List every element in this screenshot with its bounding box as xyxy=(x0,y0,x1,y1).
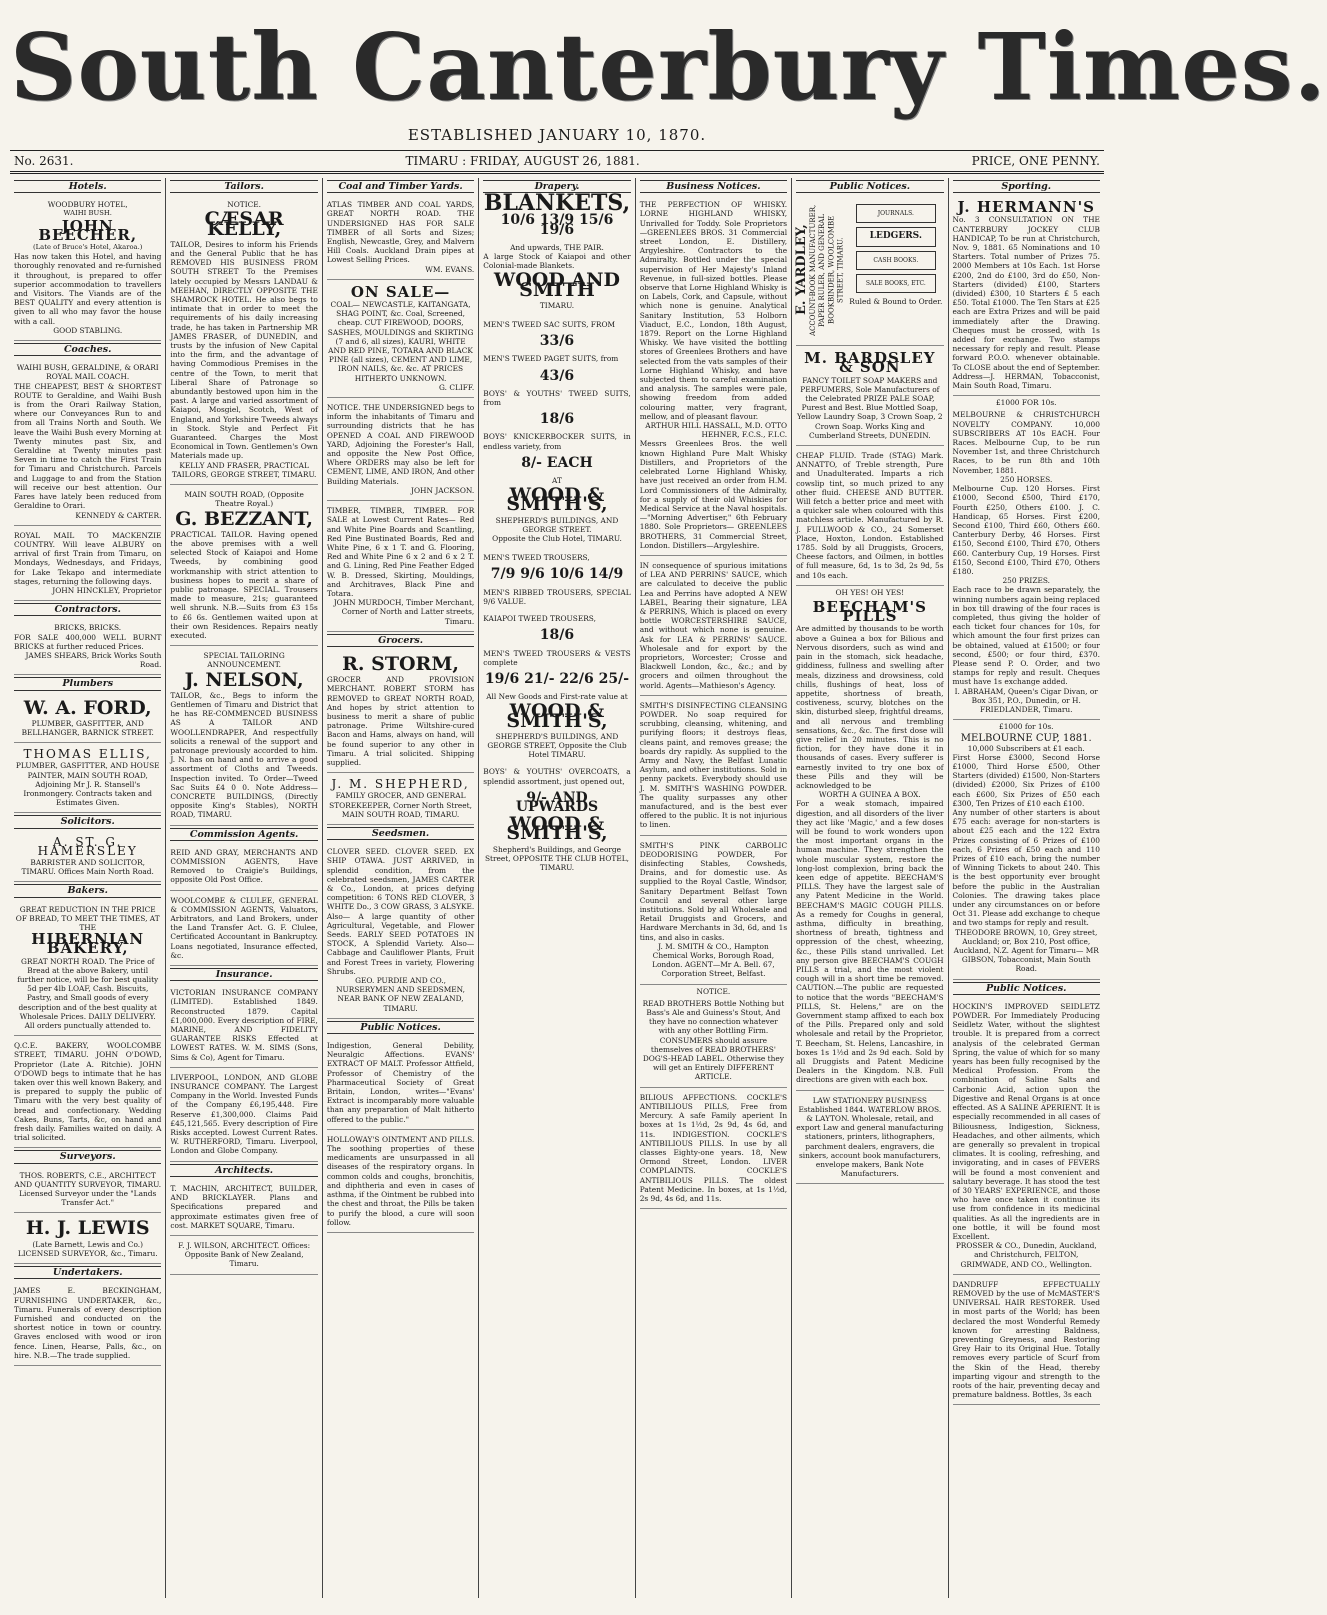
ad-body: No. 3 CONSULTATION ON THE CANTERBURY JOCKEY CLUB HANDICAP, To be run at Christchurch, Nov. 9, 1881. 65 Nominations and 10 Starters. Total number of Prizes 75. 2000 Members at 10s Each. 1st Horse £200, 2nd do £100, 3rd do £50, Non-Starters (divided) £100, Starters (divided) £300, 10 Starters £ 5 each £50. Total £1000. The Ten Stars at £25 each are Extra Prizes and will be paid immediately after the Drawing. Cheques must be crossed, with 1s added for exchange. Two stamps necessary for reply and result. Please forward P.O.O. whenever obtainable. To CLOSE about the end of September. Address—J. HERMAN, Tobacconist, Main South Road, Timaru. xyxy=(952,215,1100,391)
wood-smith-name-2: WOOD & SMITH'S, xyxy=(506,484,608,516)
ad-body: BILIOUS AFFECTIONS. COCKLE'S ANTIBILIOUS PILLS, Free from Mercury. A safe Family aperient In boxes at 1s 1½d, 2s 9d, 4s 6d, and 11s. INDIGESTION. COCKLE'S ANTIBILIOUS PILLS. In use by all classes Eighty-one years. 18, New Ormond Street, London. LIVER COMPLAINTS. COCKLE'S ANTIBILIOUS PILLS. The oldest Patent Medicine. In boxes, at 1s 1½d, 2s 9d, 4s 6d, and 11s. xyxy=(639,1092,788,1203)
ad-liverpool-insurance xyxy=(170,1070,317,1162)
at-text: AT xyxy=(552,476,562,486)
ad-guinea: WORTH A GUINEA A BOX. xyxy=(818,790,921,800)
ad-notice: NOTICE. xyxy=(227,200,262,210)
ad-body: WOOLCOMBE & CLULEE, GENERAL & COMMISSION AGENTS, Valuators, Arbitrators, and Land Brokers, under the Land Transfer Act. G. F. Clulee, Certificated Accountant in Bankruptcy. Loans negotiated, Insurance effected, &c. xyxy=(170,895,318,960)
ad-wilson xyxy=(170,1238,317,1275)
ad-name: A. ST. G. HAMERSLEY xyxy=(37,834,138,858)
shepherd-buildings-2: SHEPHERD'S BUILDINGS, AND GEORGE STREET, Opposite the Club Hotel TIMARU. xyxy=(487,731,627,760)
ad-signature: THEODORE BROWN, 10, Grey street, Auckland; or, Box 210, Post office, Auckland, N.Z. Agent for Timaru— MR GIBSON, Tobacconist, Main South Road. xyxy=(953,927,1099,974)
prize-heading-1: £1000 FOR 10s. xyxy=(995,398,1057,408)
section-commission-agents: Commission Agents. xyxy=(170,828,317,841)
ad-name: J. HERMANN'S xyxy=(957,198,1096,217)
ad-signature: G. CLIFF. xyxy=(438,382,475,392)
ad-machin xyxy=(170,1181,317,1236)
ad-body: READ BROTHERS Bottle Nothing but Bass's Ale and Guiness's Stout, And they have no connection whatever with any other Bottling Firm. CONSUMERS should assure themselves of READ BROTHERS' DOG'S-HEAD LABEL. Otherwise they will get an Entirely DIFFERENT ARTICLE. xyxy=(642,998,785,1082)
section-coal-timber: Coal and Timber Yards. xyxy=(327,180,474,193)
section-undertakers: Undertakers. xyxy=(14,1266,161,1279)
ad-name: BEECHAM'S PILLS xyxy=(812,598,927,626)
issue-number: No. 2631. xyxy=(14,154,74,168)
ad-place: WAIHI BUSH. xyxy=(63,209,112,218)
ad-body: NOTICE. THE UNDERSIGNED begs to inform the inhabitants of Timaru and surrounding districts that he has OPENED A COAL AND FIREWOOD YARD, Adjoining the Forester's Hall, and opposite the New Post Office, Where ORDERS may also be left for CEMENT, LIME, AND IRON, And other Building Materials. xyxy=(326,403,475,486)
sac-suits-price: 33/6 xyxy=(539,333,575,350)
ad-body: GREAT REDUCTION IN THE PRICE OF BREAD, TO MEET THE TIMES, AT THE xyxy=(15,904,160,932)
ad-title: MELBOURNE CUP, 1881. xyxy=(960,733,1092,745)
ad-kelly xyxy=(170,197,317,485)
ad-body: LAW STATIONERY BUSINESS Established 1844. WATERLOW BROS. & LAYTON. Wholesale, retail, and export Law and general manufacturing stationers, printers, lithographers, parchment dealers, engravers, die sinkers, account book manufacturers, envelope makers, Bank Note Manufacturers. xyxy=(796,1095,944,1179)
ad-shepherd xyxy=(327,775,474,825)
section-sporting: Sporting. xyxy=(953,180,1100,193)
wood-smith-town: TIMARU. xyxy=(539,300,575,310)
ad-prizes: 250 PRIZES. xyxy=(1002,576,1051,586)
yardley-layout xyxy=(796,200,943,340)
ad-name: THOMAS ELLIS, xyxy=(23,747,152,762)
ad-signature: PROSSER & CO., Dunedin, Auckland, and Christchurch, FELTON, GRIMWADE, AND CO., Wellington. xyxy=(955,1241,1097,1269)
ad-body: Indigestion, General Debility, Neuralgic Affections. EVANS' EXTRACT OF MALT. Professor Attfield, Professor of Chemistry of the Pharmaceutical Society of Great Britain, London, writes—"Evans' Extract is incomparably more valuable than any preparation of Malt hitherto offered to the public." xyxy=(326,1041,475,1124)
ad-body: LIVERPOOL, LONDON, AND GLOBE INSURANCE COMPANY. The Largest Company in the World. Invested Funds of the Company £6,195,448. Fire Reserve £1,300,000. Claims Paid £45,121,565. Every description of Fire Risks accepted. Lowest Current Rates. W. RUTHERFORD, Timaru. Liverpool, London and Globe Company. xyxy=(170,1072,318,1156)
ad-title: ON SALE— xyxy=(350,282,451,301)
ad-body-2: GREAT NORTH ROAD. The Price of Bread at the above Bakery, until further notice, will be for best quality 5d per 4lb LOAF, Cash. Biscuits, Pastry, and Small goods of every description and of the best quality at Wholesale Prices. DAILY DELIVERY. All orders punctually attended to. xyxy=(17,956,159,1031)
section-drapery: Drapery. xyxy=(483,180,630,193)
columns xyxy=(10,178,1104,1598)
ad-cockles-pills xyxy=(640,1090,787,1209)
ad-signature: JOHN MURDOCH, Timber Merchant, Corner of North and Latter streets, Timaru. xyxy=(333,598,475,626)
ad-sub: 10,000 Subscribers at £1 each. xyxy=(967,743,1085,753)
ad-owner: JOHN BEECHER, xyxy=(38,216,138,244)
sac-suits-text: MEN'S TWEED SAC SUITS, FROM xyxy=(483,320,616,330)
ad-melbourne-novelty xyxy=(953,407,1100,720)
ad-body: Are admitted by thousands to be worth above a Guinea a box for Bilious and Nervous disorders, such as wind and pain in the stomach, sick headache, giddiness, fullness and swelling after meals, dizziness and drowsiness, cold chills, flushings of heat, loss of appetite, shortness of breath, costiveness, scurvy, blotches on the skin, disturbed sleep, frightful dreams, and all nervous and trembling sensations, &c., &c. The first dose will give relief in 20 minutes. This is no fiction, for they have done it in thousands of cases. Every sufferer is earnestly invited to try one box of these Pills and they will be acknowledged to be xyxy=(796,624,944,790)
ad-lea-perrins xyxy=(640,558,787,696)
ad-evans-malt xyxy=(327,1038,474,1130)
ad-body: PLUMBER, GASFITTER, AND HOUSE PAINTER, MAIN SOUTH ROAD, Adjoining Mr J. R. Stansell's Ironmongery. Contracts taken and Estimates Given. xyxy=(15,761,160,808)
wood-smith-name-4: WOOD & SMITH'S, xyxy=(506,813,608,845)
ad-body: FAMILY GROCER, AND GENERAL STOREKEEPER, Corner North Street, MAIN SOUTH ROAD, TIMARU. xyxy=(329,791,472,819)
ad-signature: KELLY AND FRASER, PRACTICAL TAILORS, GEORGE STREET, TIMARU. xyxy=(171,460,317,479)
ad-holloway xyxy=(327,1132,474,1233)
ad-name: J. M. SHEPHERD, xyxy=(331,777,470,792)
paget-suits-price: 43/6 xyxy=(539,367,575,384)
ad-read-brothers xyxy=(640,996,787,1088)
ad-body: PLUMBER, GASFITTER, AND BELLHANGER, BARNICK STREET. xyxy=(21,718,154,737)
ad-body: T. MACHIN, ARCHITECT, BUILDER, AND BRICKLAYER. Plans and Specifications prepared and approximate estimates given free of cost. MARKET SQUARE, Timaru. xyxy=(170,1183,318,1230)
blankets-heading: BLANKETS, xyxy=(483,190,631,217)
ad-body: (Late Barnett, Lewis and Co.) LICENSED SURVEYOR, &c., Timaru. xyxy=(17,1239,158,1258)
ad-body: Has now taken this Hotel, and having thoroughly renovated and re-furnished it throughout, is prepared to offer superior accommodation to travellers and Visitors. The Viands are of the BEST QUALITY and every attention is given to all who may favor the house with a call. xyxy=(14,252,162,326)
kaiapoi-trousers-price: 18/6 xyxy=(539,627,575,644)
ad-woolcombe-clulee xyxy=(170,893,317,966)
ad-name: W. A. FORD, xyxy=(23,696,152,719)
ad-body: VICTORIAN INSURANCE COMPANY (LIMITED). Established 1849. Reconstructed 1879. Capital £1,000,000. Every description of FIRE, MARINE, AND FIDELITY GUARANTEE RISKS Effected at LOWEST RATES. W. M. SIMS (Sons, Sims & Co), Agent for Timaru. xyxy=(170,988,318,1062)
ad-hermann xyxy=(953,197,1100,396)
ad-purdie-seeds xyxy=(327,844,474,1019)
column-6 xyxy=(792,178,948,1598)
ad-footer: GOOD STABLING. xyxy=(53,325,123,335)
ad-signature: J. M. SMITH & CO., Hampton Chemical Works, Borough Road, London. AGENT—Mr A. Bell. 67, Corporation Street, Belfast. xyxy=(652,941,775,979)
ad-beechams xyxy=(796,597,943,1091)
ad-body: FOR SALE 400,000 WELL BURNT BRICKS at further reduced Prices. xyxy=(14,632,162,651)
ad-signature: WM. EVANS. xyxy=(425,264,475,274)
box-cash-books: CASH BOOKS. xyxy=(856,251,936,270)
ad-hockin-powder xyxy=(953,999,1100,1275)
ad-yardley xyxy=(796,197,943,346)
ad-smith-powder xyxy=(640,698,787,836)
notice-heading: NOTICE. xyxy=(696,986,731,996)
blanket-body: A large Stock of Kaiapoi and other Colonial-made Blankets. xyxy=(483,252,631,271)
section-business-notices: Business Notices. xyxy=(640,180,787,193)
section-solicitors: Solicitors. xyxy=(14,815,161,828)
section-plumbers: Plumbers xyxy=(14,677,161,690)
ad-pink-carbolic xyxy=(640,838,787,985)
ad-body: Q.C.E. BAKERY, WOOLCOMBE STREET, TIMARU. JOHN O'DOWD, Proprietor (Late A. Ritchie). JOHN O'DOWD begs to intimate that he has taken over this well known Bakery, and is prepared to supply the public of Timaru with the very best quality of bread and confectionary. Wedding Cakes, Buns, Tarts, &c, on hand and fresh daily. Families waited on daily. A trial solicited. xyxy=(14,1041,162,1143)
established-line: ESTABLISHED JANUARY 10, 1870. xyxy=(407,126,707,144)
ad-body: THOS. ROBERTS, C.E., ARCHITECT AND QUANTITY SURVEYOR, TIMARU. Licensed Surveyor under the "Lands Transfer Act." xyxy=(14,1170,162,1208)
column-3 xyxy=(323,178,479,1598)
issue-date: TIMARU : FRIDAY, AUGUST 26, 1881. xyxy=(405,154,640,168)
column-5 xyxy=(636,178,792,1598)
ad-table: First Horse £3000, Second Horse £1000, Third Horse £500, Other Starters (divided) £1500, Non-Starters (divided) £2000, Six Prizes of £100 each £600, Six Prizes of £50 each £300, Ten Prizes of £10 each £100. xyxy=(952,752,1100,808)
ad-body: CHEAP FLUID. Trade (STAG) Mark. ANNATTO, of Treble strength, Pure and Unadulterated. Imparts a rich cowslip tint, so much prized to any other fluid. CHEESE AND BUTTER. Will fetch a better price and meet with a quicker sale when coloured with this matchless article. Manufactured by R. J. FULLWOOD & CO., 24 Somerset Place, Hoxton, London. Established 1785. Sold by all Druggists, Grocers, Cheese factors, and Oilmen, in bottles of full measure, 6d, 1s to 3d, 2s 9d, 5s and 10s each. xyxy=(796,451,944,580)
box-sale-books: SALE BOOKS, ETC. xyxy=(856,274,936,293)
column-2 xyxy=(166,178,322,1598)
section-hotels: Hotels. xyxy=(14,180,161,193)
ad-body: TAILOR, Desires to inform his Friends and the General Public that he has REMOVED HIS BUSINESS FROM SOUTH STREET To the Premises lately occupied by Messrs LANDAU & MEEHAN, DIRECTLY OPPOSITE THE SHAMROCK HOTEL. He also begs to intimate that in order to meet the requirements of his daily increasing trade, he has taken in Partnership MR JAMES FRASER, of DUNEDIN, and trusts by the infusion of New Capital into the firm, and the advantage of having Commodious Premises in the centre of the Town, to merit that Liberal Share of Patronage so abundantly bestowed upon him in the past. A large and varied assortment of Kaiapoi, Mosgiel, Scotch, West of England, and Yorkshire Tweeds always in Stock. Style and Perfect Fit Guaranteed. Charges the Most Economical in Town. Gentlemen's Own Materials made up. xyxy=(170,239,318,461)
all-new-goods: All New Goods and First-rate value at xyxy=(486,692,628,702)
ad-body: Any number of other starters is about £75 each: average for non-starters is about £25 each and the 122 Extra Prizes consisting of 6 Prizes of £100 each, 6 Prizes of £50 each and 110 Prizes of £10 each, bring the number of Winning Tickets to about 240. This is the best opportunity ever brought before the public in the Australian Colonies. The drawing takes place under any circumstances on or before Oct 31. Please add exchange to cheque and two stamps for reply and result. xyxy=(952,808,1100,928)
ad-murdoch-timber xyxy=(327,503,474,632)
ad-body-2: For a weak stomach, impaired digestion, and all disorders of the liver they act like 'Magic,' and a few doses will be found to work wonders upon the most important organs in the human machine. They strengthen the whole muscular system, restore the long-lost complexion, bring back the keen edge of appetite. BEECHAM'S PILLS. They have the largest sale of any Patent Medicine in the World. BEECHAM'S MAGIC COUGH PILLS. As a remedy for Coughs in general, asthma, difficulty in breathing, shortness of breath, tightness and oppression of the chest, wheezing, &c., these Pills stand unrivalled. Let any person give BEECHAM'S COUGH PILLS a trial, and the most violent cough will in a short time be removed. CAUTION.—The public are requested to notice that the words "BEECHAM'S PILLS, St. Helens," are on the Government stamp affixed to each box of the Pills. Prepared only and sold wholesale and retail by the Proprietor, T. Beecham, St. Helens, Lancashire, in boxes 1s 1½d and 2s 9d each. Sold by all Druggists and Patent Medicine Dealers in the Kingdom. N.B. Full directions are given with each box. xyxy=(796,799,944,1085)
issue-price: PRICE, ONE PENNY. xyxy=(971,154,1100,168)
oh-yes-heading: OH YES! OH YES! xyxy=(835,587,905,597)
ad-signature: GEO. PURDIE AND CO., NURSERYMEN AND SEEDSMEN, NEAR BANK OF NEW ZEALAND, TIMARU. xyxy=(336,976,466,1013)
dateline-bar xyxy=(10,150,1104,174)
ad-head: MAIN SOUTH ROAD, (Opposite Theatre Royal.) xyxy=(184,490,304,509)
trousers-price: 7/9 9/6 10/6 14/9 xyxy=(490,566,624,583)
ad-mail-coach xyxy=(14,360,161,525)
column-7 xyxy=(949,178,1104,1598)
ad-victorian-insurance xyxy=(170,985,317,1068)
ad-roberts xyxy=(14,1168,161,1214)
ad-qce-bakery xyxy=(14,1038,161,1148)
column-1 xyxy=(10,178,166,1598)
ad-ellis xyxy=(14,745,161,813)
yardley-boxes xyxy=(849,200,942,340)
ad-body: HOCKIN'S IMPROVED SEIDLETZ POWDER. For Immediately Producing Seidletz Water, without the slightest trouble. It is prepared from a correct analysis of the celebrated German Spring, the value of which for so many years has been fully recognised by the Medical Profession. From the combination of Saline Salts and Carbonic Acid, action upon the Digestive and Renal Organs is at once effected. AS A SALINE APERIENT. It is especially recommended in all cases of Biliousness, Indigestion, Sickness, Headaches, and other ailments, which are generally so prevalent in tropical climates. It is cooling, refreshing, and invigorating, and in cases of FEVERS will be found a most convenient and salutary beverage. It has stood the test of 30 YEARS' EXPERIENCE, and those who have once taken it continue its use from confidence in its medicinal qualities. As all the ingredients are in one bottle, it will be found most Excellent. xyxy=(952,1001,1100,1241)
yardley-sub: ACCOUNT-BOOK MANUFACTURER, PAPER RULER, AND GENERAL BOOKBINDER, WOOLCOMBE STREET, TIMARU. xyxy=(809,204,846,336)
ad-body: ROYAL MAIL TO MACKENZIE COUNTRY. Will leave ALBURY on arrival of first Train from Timaru, on Mondays, Wednesdays, and Fridays, for Lake Tekapo and intermediate stages, returning the following days. xyxy=(14,530,162,586)
ad-body: HOLLOWAY'S OINTMENT AND PILLS. The soothing properties of these medicaments are unsurpassed in all diseases of the respiratory organs. In common colds and coughs, bronchitis, and diphtheria and even in cases of asthma, if the Ointment be rubbed into the chest and throat, the Pills be taken to purify the blood, a cure will soon follow. xyxy=(326,1134,475,1227)
ad-jackson xyxy=(327,400,474,501)
ad-nelson xyxy=(170,648,317,825)
ad-body: CLOVER SEED. CLOVER SEED. EX SHIP OTAWA. JUST ARRIVED, in splendid condition, from the celebrated seedsmen, JAMES CARTER & Co., London, at prices defying competition: 6 TONS RED CLOVER, 3 WHITE Do., 3 COW GRASS, 3 ALSYKE. Also— A large quantity of other Agricultural, Vegetable, and Flower Seeds. EARLY SEED POTATOES IN STOCK, A Splendid Variety. Also— Cabbage and Cauliflower Plants, Fruit and Forest Trees in variety, Flowering Shrubs. xyxy=(326,847,475,976)
ad-beckingham xyxy=(14,1283,161,1366)
ad-ford xyxy=(14,695,161,744)
ad-annatto-fluid xyxy=(796,448,943,586)
ad-body: REID AND GRAY, MERCHANTS AND COMMISSION AGENTS, Have Removed to Craigie's Buildings, opposite Old Post Office. xyxy=(170,847,318,885)
section-public-notices-2: Public Notices. xyxy=(796,180,943,193)
wood-smith-name-3: WOOD & SMITH'S, xyxy=(506,700,608,732)
ad-body-2: Each race to be drawn separately, the winning numbers again being replaced in box till drawing of the four races is completed, thus giving the holder of each ticket four chances for 10s, for which amount the four first prizes can be obtained, valued at £1500; or four second, £500; or four third, £370. Please send P. O. Order, and two stamps for reply and result. Cheques must have 1s exchange added. xyxy=(952,585,1100,687)
prize-heading-2: £1000 for 10s. xyxy=(999,722,1054,732)
kaiapoi-trousers-text: KAIAPOI TWEED TROUSERS, xyxy=(483,614,596,624)
overcoats-text: BOYS' & YOUTHS' OVERCOATS, a splendid assortment, just opened out, xyxy=(483,767,631,786)
ad-bezzant xyxy=(170,487,317,646)
ad-title: WAIHI BUSH, GERALDINE, & ORARI ROYAL MAIL COACH. xyxy=(16,363,159,382)
ad-owner-sub: (Late of Bruce's Hotel, Akaroa.) xyxy=(33,243,143,252)
ad-signature: ARTHUR HILL HASSALL, M.D. OTTO HEHNER, F.C.S., F.I.C. xyxy=(645,421,788,440)
boys-suits-price: 18/6 xyxy=(539,411,575,428)
section-bakers: Bakers. xyxy=(14,884,161,897)
ad-woodbury-hotel xyxy=(14,197,161,341)
shepherd-buildings-3: Shepherd's Buildings, and George Street, OPPOSITE THE CLUB HOTEL, TIMARU. xyxy=(484,844,630,872)
ad-title: BRICKS, BRICKS. xyxy=(54,623,122,633)
knicker-suits-price: 8/- EACH xyxy=(521,454,593,471)
section-public-notices-3: Public Notices. xyxy=(953,982,1100,995)
ad-body: DANDRUFF EFFECTUALLY REMOVED by the use of McMASTER'S UNIVERSAL HAIR RESTORER. Used in most parts of the World; has been declared the most Wonderful Remedy known for arresting Baldness, preventing Greyness, and Restoring Grey Hair to its Original Hue. Totally removes every particle of Scurf from the Skin of the Head, thereby imparting vigour and strength to the roots of the hair, preventing decay and premature baldness. Bottles, 3s each xyxy=(952,1279,1100,1400)
ad-bardsley xyxy=(796,348,943,446)
ad-body: PRACTICAL TAILOR. Having opened the above premises with a well selected Stock of Kaiapoi and Home Tweeds, by combining good workmanship with strict attention to business hopes to merit a share of public patronage. SPECIAL. Trousers made to measure, 21s; guaranteed well shrunk. N.B.—Suits from £3 15s to £6 6s. Gentlemen waited upon at their own Residences. Repairs neatly executed. xyxy=(170,529,318,640)
ad-name: M. BARDSLEY & SON xyxy=(804,349,936,377)
masthead-title: South Canterbury Times. xyxy=(10,13,1327,121)
ad-body: GROCER AND PROVISION MERCHANT. ROBERT STORM has REMOVED to GREAT NORTH ROAD, And hopes by strict attention to business to merit a share of public patronage. Prime Wiltshire-cured Bacon and Hams, always on hand, will be found superior to any other in Timaru. A trial solicited. Shipping supplied. xyxy=(326,675,475,767)
ad-body: MELBOURNE & CHRISTCHURCH NOVELTY COMPANY. 10,000 SUBSCRIBERS AT 10s EACH. Four Races. Melbourne Cup, to be run November 1st, and three Christchurch Races, to be run 8th and 10th November, 1881. xyxy=(952,410,1100,475)
ad-body: SMITH'S DISINFECTING CLEANSING POWDER. No soap required for scrubbing, cleansing, whitening, and purifying floors; it destroys fleas, cleans paint, and removes grease; the boards dry rapidly. As supplied to the Army and Navy, the Belfast Lunatic Asylum, and other institutions. Sold in penny packets. Everybody should use J. M. SMITH'S WASHING POWDER. The quality surpasses any other manufactured, and is the best ever offered to the public. It is not injurious to linen. xyxy=(639,700,788,830)
box-journals: JOURNALS. xyxy=(856,204,936,223)
ad-signature: KENNEDY & CARTER. xyxy=(75,510,162,520)
ribbed-trousers-text: MEN'S RIBBED TROUSERS, SPECIAL 9/6 VALUE. xyxy=(483,587,631,606)
ad-hibernian-bakery xyxy=(14,902,161,1037)
ad-horses: 250 HORSES. xyxy=(1000,474,1053,484)
section-coaches: Coaches. xyxy=(14,343,161,356)
ad-signature: JOHN HINCKLEY, Proprietor xyxy=(52,585,162,595)
ad-signature: JOHN JACKSON. xyxy=(411,485,475,495)
section-insurance: Insurance. xyxy=(170,968,317,981)
section-public-notices: Public Notices. xyxy=(327,1021,474,1034)
ad-body: FANCY TOILET SOAP MAKERS and PERFUMERS, Sole Manufacturers of the Celebrated PRIZE PALE SOAP, Purest and Best. Blue Mottled Soap, Yellow Laundry Soap, 3 Crown Soap, 2 Crown Soap. Works King and Cumberland Streets, DUNEDIN. xyxy=(797,375,943,440)
ad-title: WOODBURY HOTEL, xyxy=(47,200,128,210)
ad-royal-mail xyxy=(14,528,161,601)
ad-body: JAMES E. BECKINGHAM, FURNISHING UNDERTAKER, &c., Timaru. Funerals of every description Furnished and conducted on the shortest notice in town or country. Graves enclosed with wood or iron fence. Linen, Hearse, Palls, &c., on hire. N.B.—The trade supplied. xyxy=(14,1286,162,1360)
trousers-vests-text: MEN'S TWEED TROUSERS & VESTS complete xyxy=(483,648,631,667)
ad-lorne-whisky xyxy=(640,197,787,556)
ad-body: THE PERFECTION OF WHISKY. LORNE HIGHLAND WHISKY, Unrivalled for Toddy. Sole Proprietors—GREENLEES BROS. 31 Commercial street London, E. Distillery, Argyleshire. Contractors to the Admiralty. Bottled under the special supervision of Her Majesty's Inland Revenue, in full-sized bottles. Please observe that Lorne Highland Whisky is on Labels, Cork, and Capsule, without which none is genuine. Analytical Sanitary Institution, 53 Holborn Viaduct, E.C., London, 18th August, 1879. Report on the Lorne Highland Whisky. We have visited the bottling stores of Greenlees Brothers and have selected from the vats samples of their Lorne Highland Whisky, and have subjected them to careful examination and analysis. The samples were pale, showing freedom from added colouring matter, very fragrant, mellow, and of pleasant flavour. xyxy=(639,200,788,421)
ad-signature: I. ABRAHAM, Queen's Cigar Divan, or Box 351, P.O., Dunedin, or H. FRIEDLANDER, Timaru. xyxy=(954,686,1098,714)
section-tailors: Tailors. xyxy=(170,180,317,193)
ad-lewis xyxy=(14,1215,161,1264)
box-ruled: Ruled & Bound to Order. xyxy=(849,297,943,307)
blanket-prices: 10/6 13/9 15/6 19/6 xyxy=(500,212,614,238)
ad-body: ATLAS TIMBER AND COAL YARDS, GREAT NORTH ROAD. THE UNDERSIGNED HAS FOR SALE TIMBER of all Sorts and Sizes; English, Newcastle, Grey, and Malvern Hill Coals. Auckland Drain pipes at Lowest Selling Prices. xyxy=(326,200,475,265)
ad-body: COAL— NEWCASTLE, KAITANGATA, SHAG POINT, &c. Coal, Screened, cheap. CUT FIREWOOD, DOORS, SASHES, MOULDINGS and SKIRTING (7 and 6, all sizes), KAURI, WHITE AND RED PINE, TOTARA AND BLACK PINE (all sizes), CEMENT AND LIME, IRON NAILS, &c. &c. AT PRICES HITHERTO UNKNOWN. xyxy=(327,300,474,383)
ad-body: IN consequence of spurious imitations of LEA AND PERRINS' SAUCE, which are calculated to deceive the public Lea and Perrins have adopted A NEW LABEL, Bearing their signature, LEA & PERRINS, Which is placed on every bottle WORCESTERSHIRE SAUCE, and without which none is genuine. Ask for LEA & PERRINS' SAUCE. Wholesale and for export by the proprietors, Worcester; Crosse and Blackwell London, &c., &c.; and by grocers and oilmen throughout the world. Agents—Mathieson's Agency. xyxy=(639,560,788,690)
ad-table: Melbourne Cup. 120 Horses. First £1000, Second £500, Third £170, Fourth £250, Others £100. J. C. Handicap, 65 Horses. First £200, Second £100, Third £60, Others £60. Canterbury Derby, 46 Horses. First £150, Second £100, Third £70, Others £60. Canterbury Cup, 19 Horses. First £150, Second £100, Third £70, Others £180. xyxy=(952,484,1100,576)
boys-suits-text: BOYS' & YOUTHS' TWEED SUITS, from xyxy=(483,388,631,408)
ad-atlas-yards xyxy=(327,197,474,280)
ad-name: J. NELSON, xyxy=(184,668,304,691)
trousers-text: MEN'S TWEED TROUSERS, xyxy=(483,553,590,563)
ad-reid-gray xyxy=(170,845,317,891)
ad-name: R. STORM, xyxy=(342,652,459,675)
ad-body: TAILOR, &c., Begs to inform the Gentlemen of Timaru and District that he has RE-COMMENCED BUSINESS AS A TAILOR AND WOOLLENDRAPER, And respectfully solicits a renewal of the support and patronage previously accorded to him. J. N. has on hand and to arrive a good assortment of Cloths and Tweeds. Inspection invited. To Order—Tweed Sac Suits £4 0 0. Note Address— CONCRETE BUILDINGS, (Directly opposite King's Stables), NORTH ROAD, TIMARU. xyxy=(170,690,318,820)
ad-body: THE CHEAPEST, BEST & SHORTEST ROUTE to Geraldine, and Waihi Bush is from the Orari Railway Station, where our Conveyances Run to and from all Trains North and South. We leave the Waihi Bush every Morning at Twenty minutes past Six, and Geraldine at Twenty minutes past Seven in time to catch the First Train for Timaru and Christchurch. Parcels and Luggage to and from the Station will receive our best attention. Our Fares have lately been reduced from Geraldine to Orari. xyxy=(14,381,162,511)
trousers-vests-price: 19/6 21/- 22/6 25/- xyxy=(484,670,630,687)
yardley-name: E. YARDLEY, xyxy=(794,224,810,316)
overcoats-price: 9/- AND UPWARDS xyxy=(515,789,599,815)
section-seedsmen: Seedsmen. xyxy=(327,827,474,840)
ad-body: F. J. WILSON, ARCHITECT. Offices: Opposite Bank of New Zealand, Timaru. xyxy=(178,1240,311,1269)
ad-name: HIBERNIAN BAKERY, xyxy=(31,930,145,958)
ad-head: SPECIAL TAILORING ANNOUNCEMENT. xyxy=(203,651,285,670)
wood-smith-name: WOOD AND SMITH xyxy=(493,269,621,301)
knicker-suits-text: BOYS' KNICKERBOCKER SUITS, in endless variety, from xyxy=(483,432,631,451)
ad-body-2: Messrs Greenlees Bros. the well known Highland Pure Malt Whisky Distillers, and Proprietors of the celebrated Lorne Highland Whisky, have just received an order from H.M. Lord Commissioners of the Admiralty, for a supply of their old Whiskies for Medical Service at the Naval hospitals. —"Morning Advertiser," 6th February 1880. Sole Proprietors— GREENLEES BROTHERS, 31 Commercial Street, London. Distillers—Argyleshire. xyxy=(639,439,788,550)
ad-name: CÆSAR KELLY, xyxy=(204,208,284,240)
ad-body: TIMBER, TIMBER, TIMBER. FOR SALE at Lowest Current Rates— Red and White Pine Boards and Scantling, Red Pine Bustinated Boards, Red and White Pine, 6 x 1 T. and G. Flooring, Red and White Pine 6 x 2 and 6 x 2 T. and G. Lining, Red Pine Feather Edged W. B. Dressed, Skirting, Mouldings, and Architraves, Black Pine and Totara. xyxy=(326,506,475,598)
ad-body: SMITH'S PINK CARBOLIC DEODORISING POWDER, For disinfecting Stables, Cowsheds, Drains, and for domestic use. As supplied to the Royal Castle, Windsor, Sanitary Department Belfast Town Council and several other large institutions. Sold by all Wholesale and Retail Druggists and Grocers, and Hardware Merchants in 3d, 6d, and 1s tins, and also in casks. xyxy=(639,840,788,942)
column-4 xyxy=(479,178,635,1598)
blanket-upwards: And upwards, THE PAIR. xyxy=(510,242,604,252)
section-architects: Architects. xyxy=(170,1164,317,1177)
section-contractors: Contractors. xyxy=(14,603,161,616)
ad-name: G. BEZZANT, xyxy=(175,507,314,530)
ad-on-sale xyxy=(327,282,474,398)
ad-body: BARRISTER AND SOLICITOR, TIMARU. Offices Main North Road. xyxy=(21,857,154,877)
shepherd-buildings: SHEPHERD'S BUILDINGS, AND GEORGE STREET. xyxy=(495,515,619,534)
ad-bricks xyxy=(14,620,161,675)
opposite-club-hotel: Opposite the Club Hotel, TIMARU. xyxy=(492,534,622,544)
ad-hamersley xyxy=(14,833,161,883)
section-grocers: Grocers. xyxy=(327,634,474,647)
ad-hair-restorer xyxy=(953,1277,1100,1406)
section-surveyors: Surveyors. xyxy=(14,1150,161,1163)
ad-name: H. J. LEWIS xyxy=(25,1217,150,1240)
ad-law-stationery xyxy=(796,1093,943,1185)
ad-signature: JAMES SHEARS, Brick Works South Road. xyxy=(25,650,162,670)
box-ledgers: LEDGERS. xyxy=(856,227,936,246)
paget-suits-text: MEN'S TWEED PAGET SUITS, from xyxy=(483,354,619,364)
ad-storm xyxy=(327,651,474,773)
ad-melbourne-cup xyxy=(953,731,1100,979)
